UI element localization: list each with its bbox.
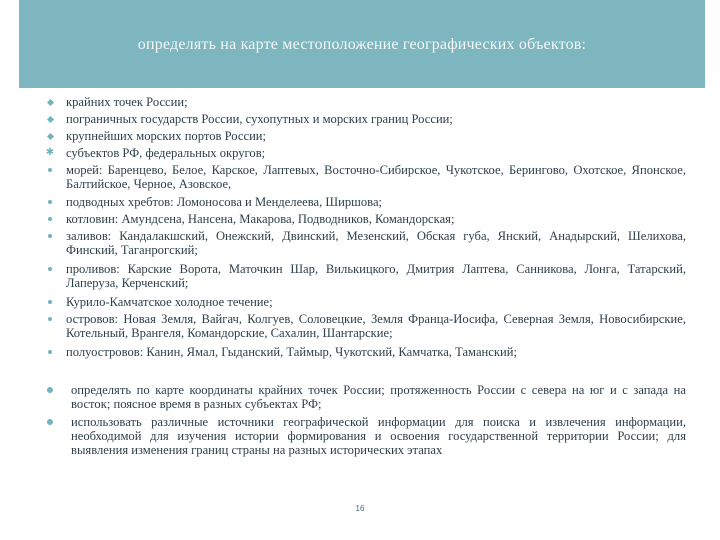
list-item: определять по карте координаты крайних точек России; протяженность России с севера на юг и с запада на восток; поясное время в разных субъектах РФ; [71,383,686,411]
circle-bullet-icon [45,417,55,427]
list-item: полуостровов: Канин, Ямал, Гыданский, Таймыр, Чукотский, Камчатка, Таманский; [66,345,517,359]
dot-bullet-icon [45,165,55,175]
list-item: островов: Новая Земля, Вайгач, Колгуев, Соловецкие, Земля Франца-Иосифа, Северная Земля, Новосибирские, Котельный, Врангеля, Командорские, Сахалин, Шантарские; [66,312,686,340]
list-item: Курило-Камчатское холодное течение; [66,295,273,309]
dot-bullet-icon [45,297,55,307]
list-item: крайних точек России; [66,95,188,109]
list-item: крупнейших морских портов России; [66,129,267,143]
list-item: заливов: Кандалакшский, Онежский, Двинский, Мезенский, Обская губа, Янский, Анадырский, Шелихова, Финский, Таганрогский; [66,229,686,257]
dot-bullet-icon [45,197,55,207]
list-item: морей: Баренцево, Белое, Карское, Лаптевых, Восточно-Сибирское, Чукотское, Берингово, Охотское, Японское, Балтийское, Черное, Азовское, [66,163,686,191]
dot-bullet-icon [45,231,55,241]
dot-bullet-icon [45,314,55,324]
dot-bullet-icon [45,347,55,357]
dot-bullet-icon [45,214,55,224]
list-item: котловин: Амундсена, Нансена, Макарова, Подводников, Командорская; [66,212,455,226]
diamond-bullet-icon [45,97,55,107]
diamond-bullet-icon [45,114,55,124]
list-item: субъектов РФ, федеральных округов; [66,146,266,160]
list-item: пограничных государств России, сухопутных и морских границ России; [66,112,453,126]
dot-bullet-icon [45,264,55,274]
circle-bullet-icon [45,385,55,395]
list-item: использовать различные источники географической информации для поиска и извлечения информации, необходимой для изучения истории формирования и освоения государственной территории России; для выявления изменения границ страны на разных исторических этапах [71,415,686,457]
star-bullet-icon: ✱ [45,147,55,158]
page-number: 16 [355,504,365,513]
list-item: подводных хребтов: Ломоносова и Менделеева, Ширшова; [66,195,383,209]
diamond-bullet-icon [45,131,55,141]
list-item: проливов: Карские Ворота, Маточкин Шар, Вилькицкого, Дмитрия Лаптева, Санникова, Лонга, Татарский, Лаперуза, Керченский; [66,262,686,290]
slide-title: определять на карте местоположение географических объектов: [137,36,587,53]
